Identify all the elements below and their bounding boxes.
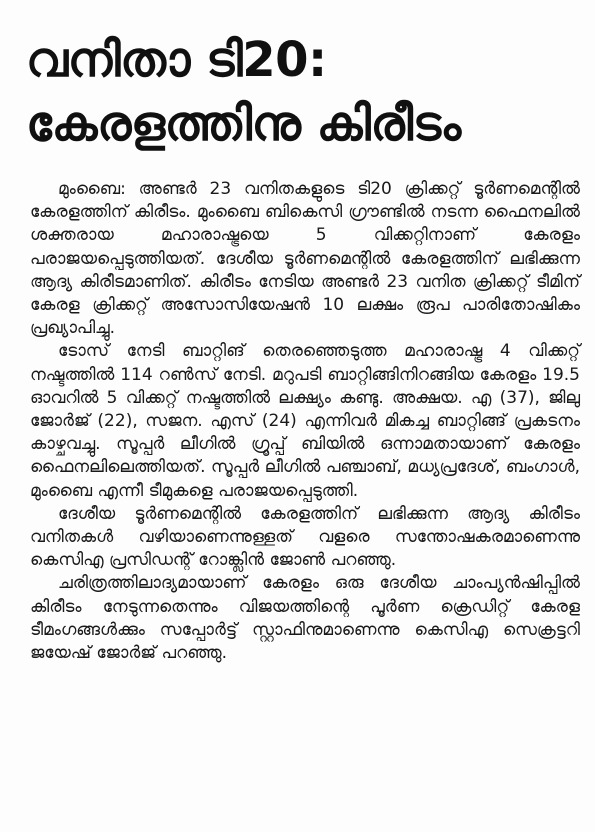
headline-line-2: കേരളത്തിനു കിരീടം bbox=[26, 96, 461, 152]
article-paragraph-3: ദേശീയ ടൂർണമെന്റിൽ കേരളത്തിന് ലഭിക്കുന്ന ആദ്യ കിരീടം വനിതകൾ വഴിയാണെന്നുള്ളത് വളരെ സന്തോഷകരമാണെന്നു കെസിഎ പ്രസിഡന്റ് റോങ്ക്ലിൻ ജോൺ പറഞ്ഞു. bbox=[30, 503, 580, 571]
article-paragraph-4: ചരിത്രത്തിലാദ്യമായാണ് കേരളം ഒരു ദേശീയ ചാംപ്യൻഷിപ്പിൽ കിരീടം നേടുന്നതെന്നും വിജയത്തിന്റെ പൂർണ ക്രെഡിറ്റ് കേരള ടീമംഗങ്ങൾക്കും സപ്പോർട്ട് സ്റ്റാഫിനുമാണെന്നു കെസിഎ സെക്രട്ടറി ജയേഷ് ജോർജ് പറഞ്ഞു. bbox=[30, 573, 580, 664]
article-paragraph-2: ടോസ് നേടി ബാറ്റിങ് തെരഞ്ഞെടുത്ത മഹാരാഷ്ട്ര 4 വിക്കറ്റ് നഷ്ടത്തിൽ 114 റൺസ് നേടി. മറുപടി ബാറ്റിങ്ങിനിറങ്ങിയ കേരളം 19.5 ഓവറിൽ 5 വിക്കറ്റ് നഷ്ടത്തിൽ ലക്ഷ്യം കണ്ടു. അക്ഷയ. എ (37), ജിലു ജോർജ് (22), സജന. എസ് (24) എന്നിവർ മികച്ച ബാറ്റിങ്ങ് പ്രകടനം കാഴ്ചവച്ചു. സൂപ്പർ ലീഗിൽ ഗ്രൂപ്പ് ബിയിൽ ഒന്നാമതായാണ് കേരളം ഫൈനലിലെത്തിയത്. സൂപ്പർ ലീഗിൽ പഞ്ചാബ്, മധ്യപ്രദേശ്, ബംഗാൾ, മുംബൈ എന്നീ ടീമുകളെ പരാജയപ്പെടുത്തി. bbox=[30, 341, 580, 501]
article-body bbox=[30, 178, 580, 665]
headline-line-1: വനിതാ ടി20: bbox=[26, 32, 327, 88]
article-paragraph-1: മുംബൈ: അണ്ടർ 23 വനിതകളുടെ ടി20 ക്രിക്കറ്റ് ടൂർണമെന്റിൽ കേരളത്തിന് കിരീടം. മുംബൈ ബികെസി ഗ്രൗണ്ടിൽ നടന്ന ഫൈനലിൽ ശക്തരായ മഹാരാഷ്ട്രയെ 5 വിക്കറ്റിനാണ് കേരളം പരാജയപ്പെടുത്തിയത്. ദേശീയ ടൂർണമെന്റിൽ കേരളത്തിന് ലഭിക്കുന്ന ആദ്യ കിരീടമാണിത്. കിരീടം നേടിയ അണ്ടർ 23 വനിത ക്രിക്കറ്റ് ടീമിന് കേരള ക്രിക്കറ്റ് അസോസിയേഷൻ 10 ലക്ഷം രൂപ പാരിതോഷികം പ്രഖ്യാപിച്ചു. bbox=[30, 179, 580, 339]
